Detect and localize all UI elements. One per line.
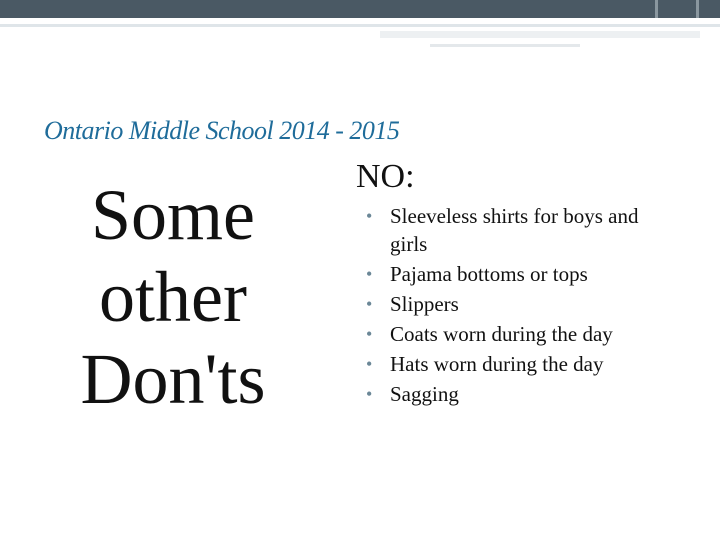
bullet-icon: •	[366, 324, 373, 344]
list-item-text: Pajama bottoms or tops	[390, 262, 588, 286]
list-item	[366, 202, 666, 258]
bullet-icon: •	[366, 354, 373, 374]
list-item-text: Slippers	[390, 292, 459, 316]
list-item-text: Sagging	[390, 382, 459, 406]
decorative-rule	[380, 31, 700, 38]
decorative-rule	[430, 44, 580, 47]
bullet-icon: •	[366, 384, 373, 404]
big-heading-line: Some	[90, 175, 255, 255]
top-decorative-bar	[0, 0, 720, 18]
list-item	[366, 380, 666, 408]
bar-separator	[696, 0, 699, 18]
list-item-text: Coats worn during the day	[390, 322, 613, 346]
bar-separator	[655, 0, 658, 18]
list-item	[366, 290, 666, 318]
big-heading-line: other	[99, 257, 247, 337]
bullet-icon: •	[366, 206, 373, 226]
bullet-icon: •	[366, 294, 373, 314]
big-heading	[48, 174, 298, 420]
decorative-rule	[0, 24, 720, 27]
list-item	[366, 260, 666, 288]
big-heading-line: Don'ts	[80, 339, 266, 419]
list-heading: NO:	[356, 158, 415, 195]
slide-title: Ontario Middle School 2014 - 2015	[44, 116, 400, 145]
list-item	[366, 320, 666, 348]
list-item	[366, 350, 666, 378]
bullet-list	[366, 202, 666, 410]
list-item-text: Sleeveless shirts for boys and girls	[390, 204, 639, 256]
list-item-text: Hats worn during the day	[390, 352, 604, 376]
bullet-icon: •	[366, 264, 373, 284]
